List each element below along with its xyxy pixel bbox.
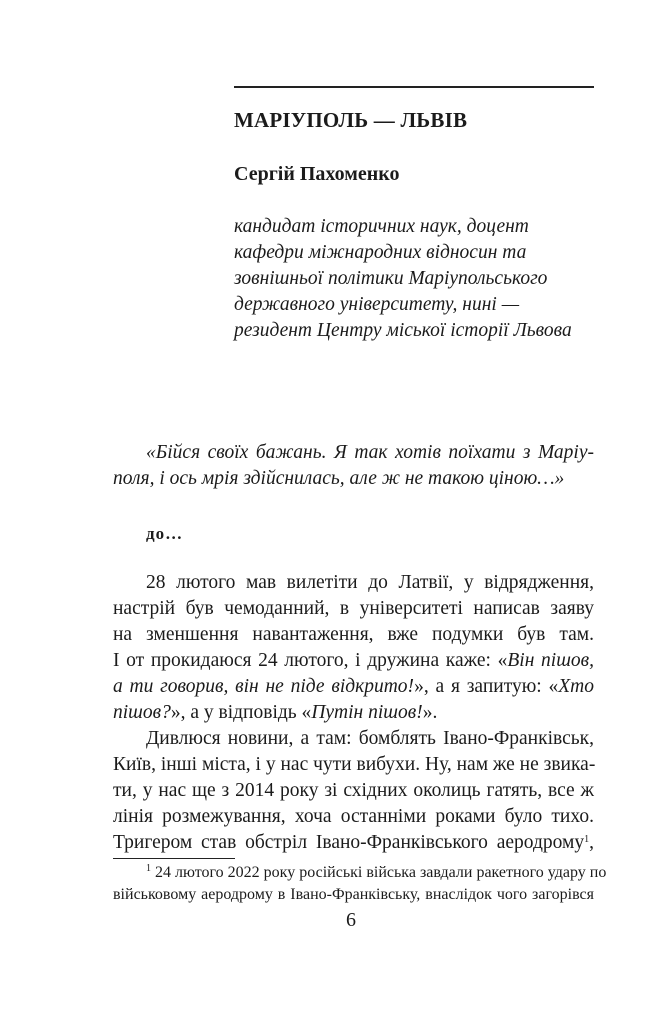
body-text-run: ». <box>422 702 438 723</box>
quoted-speech: Він пішов, <box>507 650 595 671</box>
body-line: Дивлюся новини, а там: бомблять Івано-Франківськ, <box>146 728 594 749</box>
body-line: на зменшення навантаження, вже подумки був там. <box>113 624 594 645</box>
footnote-line <box>113 862 607 884</box>
body-line <box>113 830 594 856</box>
epigraph-quote <box>113 440 594 492</box>
chapter-title: МАРІУПОЛЬ — ЛЬВІВ <box>234 108 468 132</box>
quoted-speech: пішов? <box>113 702 171 723</box>
author-bio-line: резидент Центру міської історії Львова <box>234 320 572 341</box>
author-bio-line: державного університету, нині — <box>234 294 520 315</box>
footnote-separator <box>113 858 235 859</box>
footnote-text: 24 лютого 2022 року російські війська завдали ракетного удару по <box>151 864 607 881</box>
quoted-speech: Хто <box>558 676 594 697</box>
body-text-run: І от прокидаюся 24 лютого, і дружина каже: « <box>113 650 508 671</box>
epigraph-line: «Бійся своїх бажань. Я так хотів поїхати з Маріу- <box>146 442 594 463</box>
body-line: Київ, інші міста, і у нас чути вибухи. Ну, нам же не звика- <box>113 754 596 775</box>
body-line <box>113 674 594 700</box>
author-name: Сергій Пахоменко <box>234 163 400 185</box>
page-number: 6 <box>346 909 356 931</box>
body-text-run: Тригером став обстріл Івано-Франківського аеродрому <box>113 832 585 853</box>
footnote-line: військовому аеродрому в Івано-Франківську, внаслідок чого загорівся <box>113 886 594 903</box>
body-text-run: », а у відповідь « <box>170 702 312 723</box>
body-line: настрій був чемоданний, в університеті написав заяву <box>113 598 594 619</box>
body-text <box>113 570 594 856</box>
body-line <box>113 648 594 674</box>
body-line: 28 лютого мав вилетіти до Латвії, у відрядження, <box>146 572 594 593</box>
footnote <box>113 862 607 906</box>
footnote-marker: 1 <box>146 863 151 874</box>
footnote-reference[interactable]: 1 <box>584 834 590 845</box>
quoted-speech: а ти говорив, він не піде відкрито! <box>113 676 415 697</box>
author-bio-line: кафедри міжнародних відносин та <box>234 242 527 263</box>
epigraph-line: поля, і ось мрія здійснилась, але ж не такою ціною…» <box>113 468 565 489</box>
section-label: до… <box>146 524 184 543</box>
body-line: лінія розмежування, хоча останніми роками було тихо. <box>113 806 594 827</box>
author-bio-line: кандидат історичних наук, доцент <box>234 216 529 237</box>
body-text-run: , <box>589 832 594 853</box>
author-bio <box>234 214 604 344</box>
body-line <box>113 700 594 726</box>
chapter-top-rule <box>234 86 594 88</box>
quoted-speech: Путін пішов! <box>311 702 423 723</box>
author-bio-line: зовнішньої політики Маріупольського <box>234 268 548 289</box>
body-line: ти, у нас ще з 2014 року зі східних околиць гатять, все ж <box>113 780 594 801</box>
body-text-run: », а я запитую: « <box>414 676 559 697</box>
